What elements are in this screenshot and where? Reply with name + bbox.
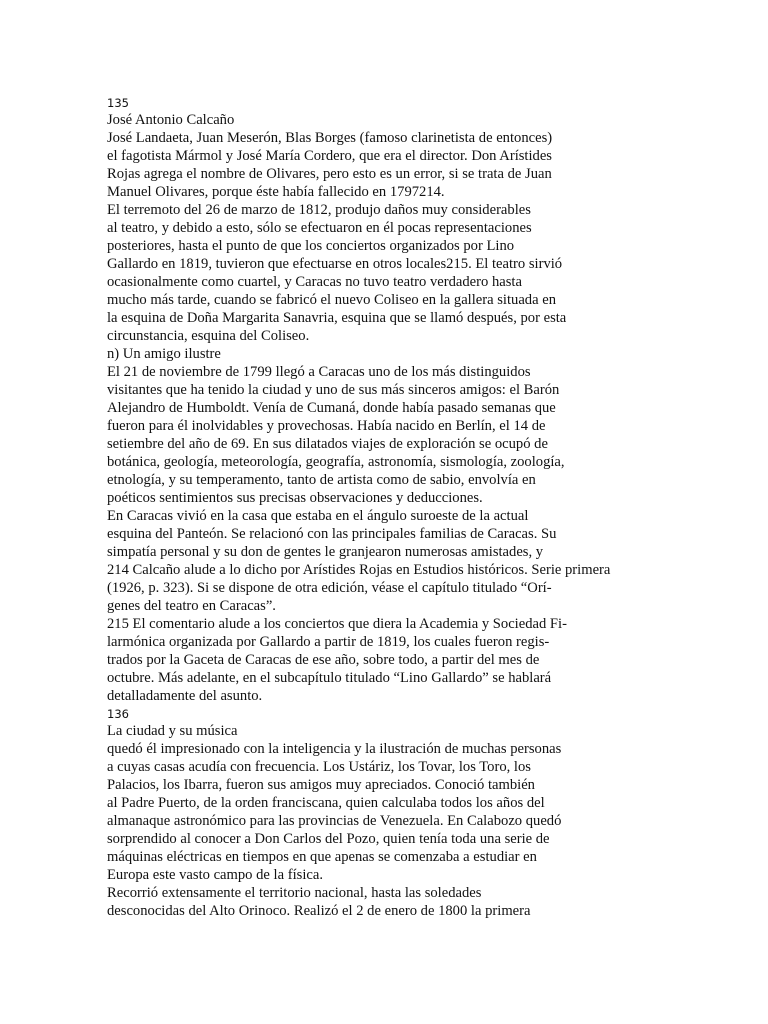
text-line: botánica, geología, meteorología, geografía, astronomía, sismología, zoología, [107,454,565,470]
text-line: fueron para él inolvidables y provechosas. Había nacido en Berlín, el 14 de [107,418,546,434]
text-line: a cuyas casas acudía con frecuencia. Los Ustáriz, los Tovar, los Toro, los [107,759,531,775]
text-line: 215 El comentario alude a los conciertos que diera la Academia y Sociedad Fi- [107,616,567,632]
page-body [107,740,747,920]
text-line: quedó él impresionado con la inteligencia y la ilustración de muchas personas [107,741,562,757]
text-line: En Caracas vivió en la casa que estaba en el ángulo suroeste de la actual [107,508,529,524]
text-line: detalladamente del asunto. [107,688,263,704]
text-line: Rojas agrega el nombre de Olivares, pero esto es un error, si se trata de Juan [107,166,552,182]
text-line: José Landaeta, Juan Meserón, Blas Borges (famoso clarinetista de entonces) [107,130,553,146]
text-line: (1926, p. 323). Si se dispone de otra edición, véase el capítulo titulado “Orí- [107,580,552,596]
page-135 [107,94,747,705]
text-line: etnología, y su temperamento, tanto de artista como de sabio, envolvía en [107,472,536,488]
text-line: circunstancia, esquina del Coliseo. [107,328,310,344]
text-line: genes del teatro en Caracas”. [107,598,276,614]
page-136 [107,705,747,920]
text-line: Gallardo en 1819, tuvieron que efectuarse en otros locales215. El teatro sirvió [107,256,563,272]
text-line: 214 Calcaño alude a lo dicho por Arístides Rojas en Estudios históricos. Serie primera [107,562,611,578]
text-line: al teatro, y debido a esto, sólo se efectuaron en él pocas representaciones [107,220,532,236]
text-line: n) Un amigo ilustre [107,346,221,362]
running-header: La ciudad y su música [107,723,238,739]
text-line: Recorrió extensamente el territorio nacional, hasta las soledades [107,885,482,901]
page-number: 135 [107,96,129,110]
page-number: 136 [107,707,129,721]
text-line: máquinas eléctricas en tiempos en que apenas se comenzaba a estudiar en [107,849,537,865]
text-line: posteriores, hasta el punto de que los conciertos organizados por Lino [107,238,515,254]
running-header: José Antonio Calcaño [107,112,235,128]
text-line: simpatía personal y su don de gentes le granjearon numerosas amistades, y [107,544,544,560]
text-line: desconocidas del Alto Orinoco. Realizó el 2 de enero de 1800 la primera [107,903,531,919]
document-page [107,94,747,920]
text-line: larmónica organizada por Gallardo a partir de 1819, los cuales fueron regis- [107,634,550,650]
text-line: El terremoto del 26 de marzo de 1812, produjo daños muy considerables [107,202,531,218]
text-line: Manuel Olivares, porque éste había fallecido en 1797214. [107,184,445,200]
text-line: El 21 de noviembre de 1799 llegó a Caracas uno de los más distinguidos [107,364,531,380]
text-line: trados por la Gaceta de Caracas de ese año, sobre todo, a partir del mes de [107,652,540,668]
text-line: esquina del Panteón. Se relacionó con las principales familias de Caracas. Su [107,526,557,542]
text-line: al Padre Puerto, de la orden franciscana, quien calculaba todos los años del [107,795,545,811]
text-line: el fagotista Mármol y José María Cordero, que era el director. Don Arístides [107,148,552,164]
text-line: Alejandro de Humboldt. Venía de Cumaná, donde había pasado semanas que [107,400,556,416]
page-body [107,129,747,705]
text-line: Palacios, los Ibarra, fueron sus amigos muy apreciados. Conoció también [107,777,535,793]
text-line: visitantes que ha tenido la ciudad y uno de sus más sinceros amigos: el Barón [107,382,560,398]
text-line: poéticos sentimientos sus precisas observaciones y deducciones. [107,490,483,506]
text-line: la esquina de Doña Margarita Sanavria, esquina que se llamó después, por esta [107,310,567,326]
text-line: sorprendido al conocer a Don Carlos del Pozo, quien tenía toda una serie de [107,831,550,847]
text-line: setiembre del año de 69. En sus dilatados viajes de exploración se ocupó de [107,436,548,452]
text-line: Europa este vasto campo de la física. [107,867,323,883]
text-line: octubre. Más adelante, en el subcapítulo titulado “Lino Gallardo” se hablará [107,670,552,686]
text-line: ocasionalmente como cuartel, y Caracas no tuvo teatro verdadero hasta [107,274,522,290]
text-line: almanaque astronómico para las provincias de Venezuela. En Calabozo quedó [107,813,562,829]
text-line: mucho más tarde, cuando se fabricó el nuevo Coliseo en la gallera situada en [107,292,557,308]
